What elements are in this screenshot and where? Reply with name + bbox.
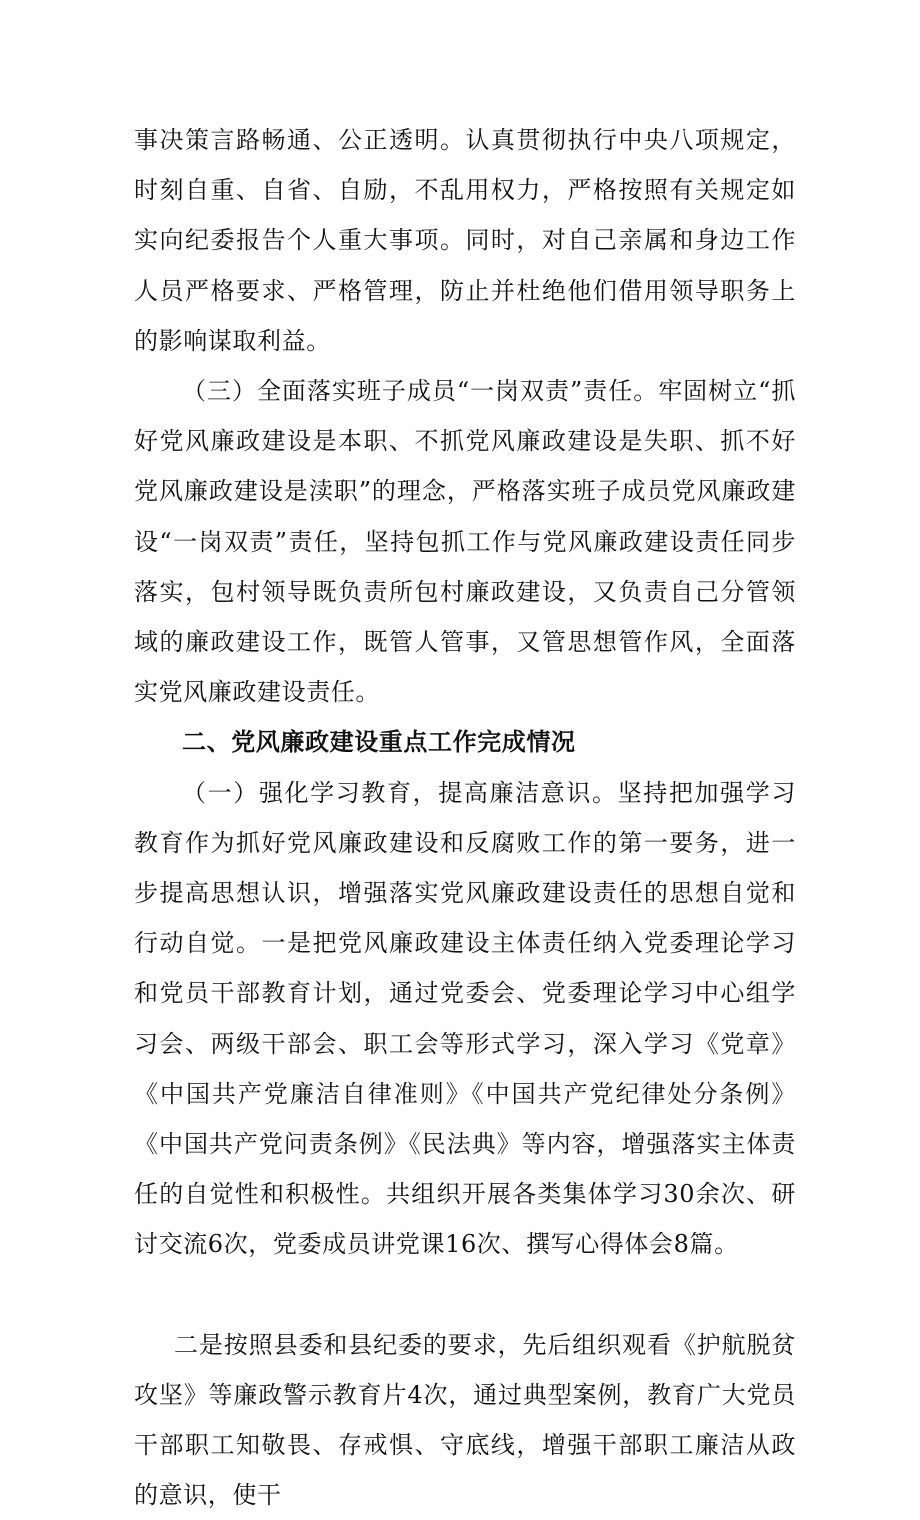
paragraph-continuation: 事决策言路畅通、公正透明。认真贯彻执行中央八项规定，时刻自重、自省、自励，不乱用权力，严格按照有关规定如实向纪委报告个人重大事项。同时，对自己亲属和身边工作人员严格要求、严格管理，防止并杜绝他们借用领导职务上的影响谋取利益。 bbox=[134, 126, 796, 355]
document-body bbox=[134, 115, 796, 1520]
paragraph-section-three: （三）全面落实班子成员“一岗双责”责任。牢固树立“抓好党风廉政建设是本职、不抓党风廉政建设是失职、抓不好党风廉政建设是渎职”的理念，严格落实班子成员党风廉政建设“一岗双责”责任，坚持包抓工作与党风廉政建设责任同步落实，包村领导既负责所包村廉政建设，又负责自己分管领域的廉政建设工作，既管人管事，又管思想管作风，全面落实党风廉政建设责任。 bbox=[134, 377, 796, 707]
paragraph-point-two: 二是按照县委和县纪委的要求，先后组织观看《护航脱贫攻坚》等廉政警示教育片4次，通过典型案例，教育广大党员干部职工知敬畏、存戒惧、守底线，增强干部职工廉洁从政的意识，使干 bbox=[134, 1330, 796, 1510]
section-heading-two: 二、党风廉政建设重点工作完成情况 bbox=[182, 728, 576, 757]
paragraph-subsection-one: （一）强化学习教育，提高廉洁意识。坚持把加强学习教育作为抓好党风廉政建设和反腐败工作的第一要务，进一步提高思想认识，增强落实党风廉政建设责任的思想自觉和行动自觉。一是把党风廉政建设主体责任纳入党委理论学习和党员干部教育计划，通过党委会、党委理论学习中心组学习会、两级干部会、职工会等形式学习，深入学习《党章》《中国共产党廉洁自律准则》《中国共产党纪律处分条例》《中国共产党问责条例》《民法典》等内容，增强落实主体责任的自觉性和积极性。共组织开展各类集体学习30余次、研讨交流6次，党委成员讲党课16次、撰写心得体会8篇。 bbox=[134, 778, 796, 1259]
